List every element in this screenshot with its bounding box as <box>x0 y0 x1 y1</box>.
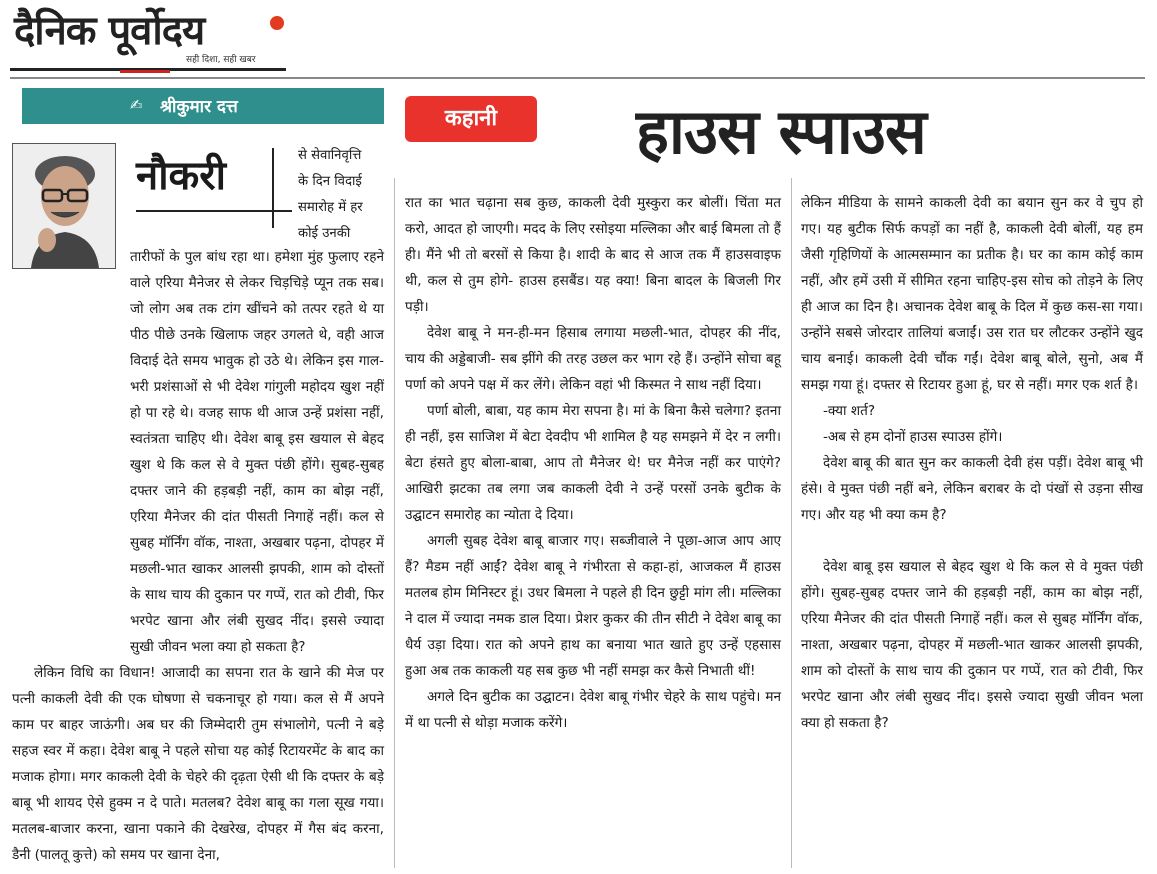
body-paragraph: पर्णा बोली, बाबा, यह काम मेरा सपना है। मां के बिना कैसे चलेगा? इतना ही नहीं, इस साजिश में बेटा देवदीप भी शामिल है यह समझने में देर न लगी। बेटा हंसते हुए बोला-बाबा, आप तो मैनेजर थे! घर मैनेज नहीं कर पाएंगे? आखिरी झटका तब लगा जब काकली देवी ने उन्हें परसों उनके बुटीक के उद्घाटन समारोह का न्योता दे दिया। <box>405 403 781 523</box>
column-2 <box>405 190 781 736</box>
body-paragraph: अगले दिन बुटीक का उद्घाटन। देवेश बाबू गंभीर चेहरे के साथ पहुंचे। मन में था पत्नी से थोड़ा मजाक करेंगे। <box>405 689 781 731</box>
masthead-accent-rule <box>120 70 170 73</box>
byline-bar <box>22 88 384 124</box>
pen-icon: ✍ <box>130 96 143 114</box>
section-label: कहानी <box>405 96 537 142</box>
logo-dot-icon <box>270 16 284 30</box>
dialogue-line: -क्या शर्त? <box>823 403 876 419</box>
newspaper-logo: दैनिक पूर्वोदय <box>14 8 205 54</box>
masthead <box>14 6 286 72</box>
story-subhead: नौकरी <box>136 153 226 199</box>
subhead-horizontal-rule <box>136 210 292 212</box>
column-divider <box>394 178 395 868</box>
body-paragraph: देवेश बाबू इस खयाल से बेहद खुश थे कि कल से वे मुक्त पंछी होंगे। सुबह-सुबह दफ्तर जाने की हड़बड़ी नहीं, काम का बोझ नहीं, एरिया मैनेजर की दांत पीसती निगाहें नहीं। कल से सुबह मॉर्निंग वॉक, नाश्ता, अखबार पढ़ना, दोपहर में मछली-भात खाकर आलसी झपकी, शाम को दोस्तों के साथ चाय की दुकान पर गप्पें, रात को टीवी, फिर भरपेट खाना और लंबी सुखद नींद। इससे ज्यादा सुखी जीवन भला क्या हो सकता है? <box>801 559 1143 731</box>
intro-line: कोई उनकी <box>298 226 351 241</box>
intro-line: समारोह में हर <box>298 200 363 215</box>
dialogue-line: -अब से हम दोनों हाउस स्पाउस होंगे। <box>823 429 1003 445</box>
body-paragraph: तारीफों के पुल बांध रहा था। हमेशा मुंह फुलाए रहने वाले एरिया मैनेजर से लेकर चिड़चिड़े प्यून तक सब। जो लोग अब तक टांग खींचने को तत्पर रहते थे या पीठ पीछे उनके खिलाफ जहर उगलते थे, वही आज विदाई देते समय भावुक हो उठे थे। लेकिन इस गाल-भरी प्रशंसाओं से भी देवेश गांगुली महोदय खुश नहीं हो पा रहे थे। वजह साफ थी आज उन्हें प्रशंसा नहीं, स्वतंत्रता चाहिए थी। देवेश बाबू इस खयाल से बेहद खुश थे कि कल से वे मुक्त पंछी होंगे। सुबह-सुबह दफ्तर जाने की हड़बड़ी नहीं, काम का बोझ नहीं, एरिया मैनेजर की दांत पीसती निगाहें नहीं। कल से सुबह मॉर्निंग वॉक, नाश्ता, अखबार पढ़ना, दोपहर में मछली-भात खाकर आलसी झपकी, शाम को दोस्तों के साथ चाय की दुकान पर गप्पें, रात को टीवी, फिर भरपेट खाना और लंबी सुखद नींद। इससे ज्यादा सुखी जीवन भला क्या हो सकता है? <box>130 249 384 655</box>
subhead-vertical-rule <box>272 148 274 228</box>
intro-line: के दिन विदाई <box>298 174 362 189</box>
headline: हाउस स्पाउस <box>636 95 926 168</box>
column-1-intro <box>298 143 384 247</box>
intro-line: से सेवानिवृत्ति <box>298 148 362 163</box>
body-paragraph: देवेश बाबू ने मन-ही-मन हिसाब लगाया मछली-भात, दोपहर की नींद, चाय की अड्डेबाजी- सब झींगे की तरह उछल कर भाग रहे हैं। उन्होंने सोचा बहू पर्णा को अपने पक्ष में कर लेंगे। लेकिन वहां भी किस्मत ने साथ नहीं दिया। <box>405 325 781 393</box>
body-paragraph: लेकिन विधि का विधान! आजादी का सपना रात के खाने की मेज पर पत्नी काकली देवी की एक घोषणा से चकनाचूर हो गया। कल से मैं अपने काम पर बाहर जाऊंगी। अब घर की जिम्मेदारी तुम संभालोगे, पत्नी ने बड़े सहज स्वर में कहा। देवेश बाबू ने पहले सोचा यह कोई रिटायरमेंट के बाद का मजाक होगा। मगर काकली देवी के चेहरे की दृढ़ता ऐसी थी कि दफ्तर के बड़े बाबू भी शायद ऐसे हुक्म न दे पाते। मतलब? देवेश बाबू का गला सूख गया। मतलब-बाजार करना, खाना पकाने की देखरेख, दोपहर में गैस बंद करना, डैनी (पालतू कुत्ते) को समय पर खाना देना, <box>12 665 384 863</box>
body-paragraph: लेकिन मीडिया के सामने काकली देवी का बयान सुन कर वे चुप हो गए। यह बुटीक सिर्फ कपड़ों का नहीं है, काकली देवी बोलीं, यह हम जैसी गृहिणियों के आत्मसम्मान का प्रतीक है। घर का काम कोई काम नहीं, और हमें उसी में सीमित रहना चाहिए-इस सोच को तोड़ने के लिए ही आज का दिन है। अचानक देवेश बाबू के दिल में कुछ कस-सा गया। उन्होंने सबसे जोरदार तालियां बजाईं। उस रात घर लौटकर उन्होंने खुद चाय बनाई। काकली देवी चौंक गईं। देवेश बाबू बोले, सुनो, अब मैं समझ गया हूं। दफ्तर से रिटायर हुआ हूं, घर से नहीं। मगर एक शर्त है। <box>801 195 1143 393</box>
column-1 <box>12 244 384 868</box>
body-paragraph: रात का भात चढ़ाना सब कुछ, काकली देवी मुस्कुरा कर बोलीं। चिंता मत करो, आदत हो जाएगी। मदद के लिए रसोइया मल्लिका और बाई बिमला तो हैं ही। मैंने भी तो बरसों से किया है। शादी के बाद से आज तक मैं हाउसवाइफ थी, कल से तुम होगे- हाउस हसबैंड। यह क्या! बिना बादल के बिजली गिर पड़ी। <box>405 195 781 315</box>
masthead-tagline: सही दिशा, सही खबर <box>186 55 256 65</box>
author-name: श्रीकुमार दत्त <box>160 97 238 117</box>
column-divider <box>791 178 792 868</box>
body-paragraph: देवेश बाबू की बात सुन कर काकली देवी हंस पड़ीं। देवेश बाबू भी हंसे। वे मुक्त पंछी नहीं बने, लेकिन बराबर के दो पंखों से उड़ना सीख गए। और यह भी क्या कम है? <box>801 455 1143 523</box>
body-paragraph: अगली सुबह देवेश बाबू बाजार गए। सब्जीवाले ने पूछा-आज आप आए हैं? मैडम नहीं आईं? देवेश बाबू ने गंभीरता से कहा-हां, आजकल मैं हाउस मतलब होम मिनिस्टर हूं। उधर बिमला ने पहले ही दिन छुट्टी मांग ली। मल्लिका ने दाल में ज्यादा नमक डाल दिया। प्रेशर कुकर की तीन सीटी ने देवेश बाबू का धैर्य उड़ा दिया। रात को अपने हाथ का बनाया भात खाते हुए उन्हें एहसास हुआ अब तक काकली यह सब कुछ भी नहीं समझ कर कैसे निभाती थीं! <box>405 533 781 679</box>
column-3 <box>801 190 1143 736</box>
